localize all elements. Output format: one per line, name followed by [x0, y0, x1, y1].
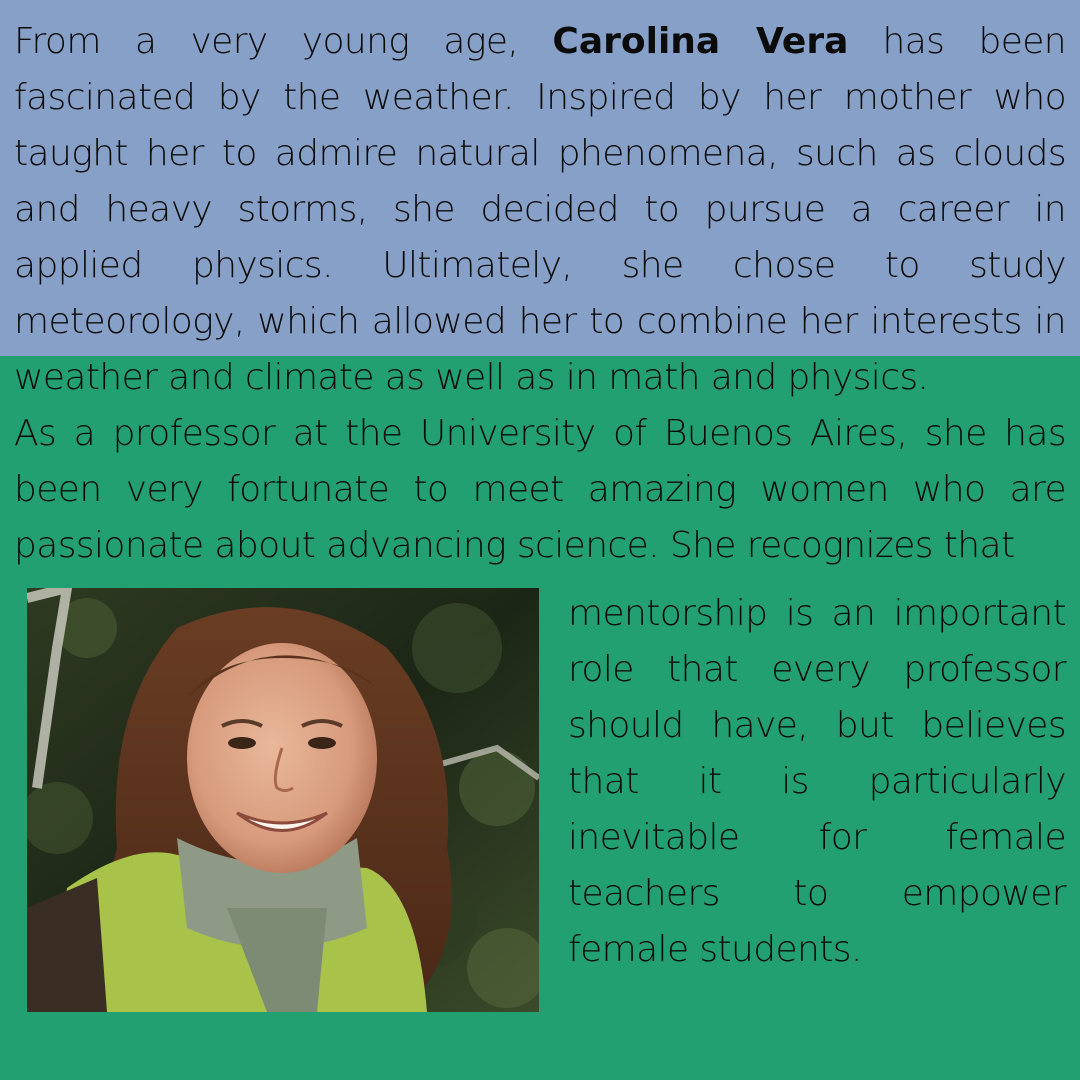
paragraph1-rest: has been fascinated by the weather. Inspired by her mother who taught her to admire natural phenomena, such as clouds and heavy storms, she decided to pursue a career in applied physics. Ultimately, she chose to study meteorology, which allowed her to combine her interests in weather and climate as well as in math and physics.	[14, 21, 1067, 398]
portrait-photo	[27, 588, 539, 1012]
portrait-illustration	[27, 588, 539, 1012]
paragraph2-start: As a professor at the University of Buenos Aires, she has been very fortunate to meet amazing women who are passionate about advancing science. She recognizes that	[14, 413, 1066, 566]
person-name: Carolina Vera	[552, 21, 849, 62]
main-text-block	[14, 14, 1066, 574]
paragraph1-intro: From a very young age,	[14, 21, 519, 62]
side-text-block	[568, 586, 1066, 978]
paragraph2-continued: mentorship is an important role that every professor should have, but believes that it is particularly inevitable for female teachers to empower female students.	[568, 593, 1066, 970]
